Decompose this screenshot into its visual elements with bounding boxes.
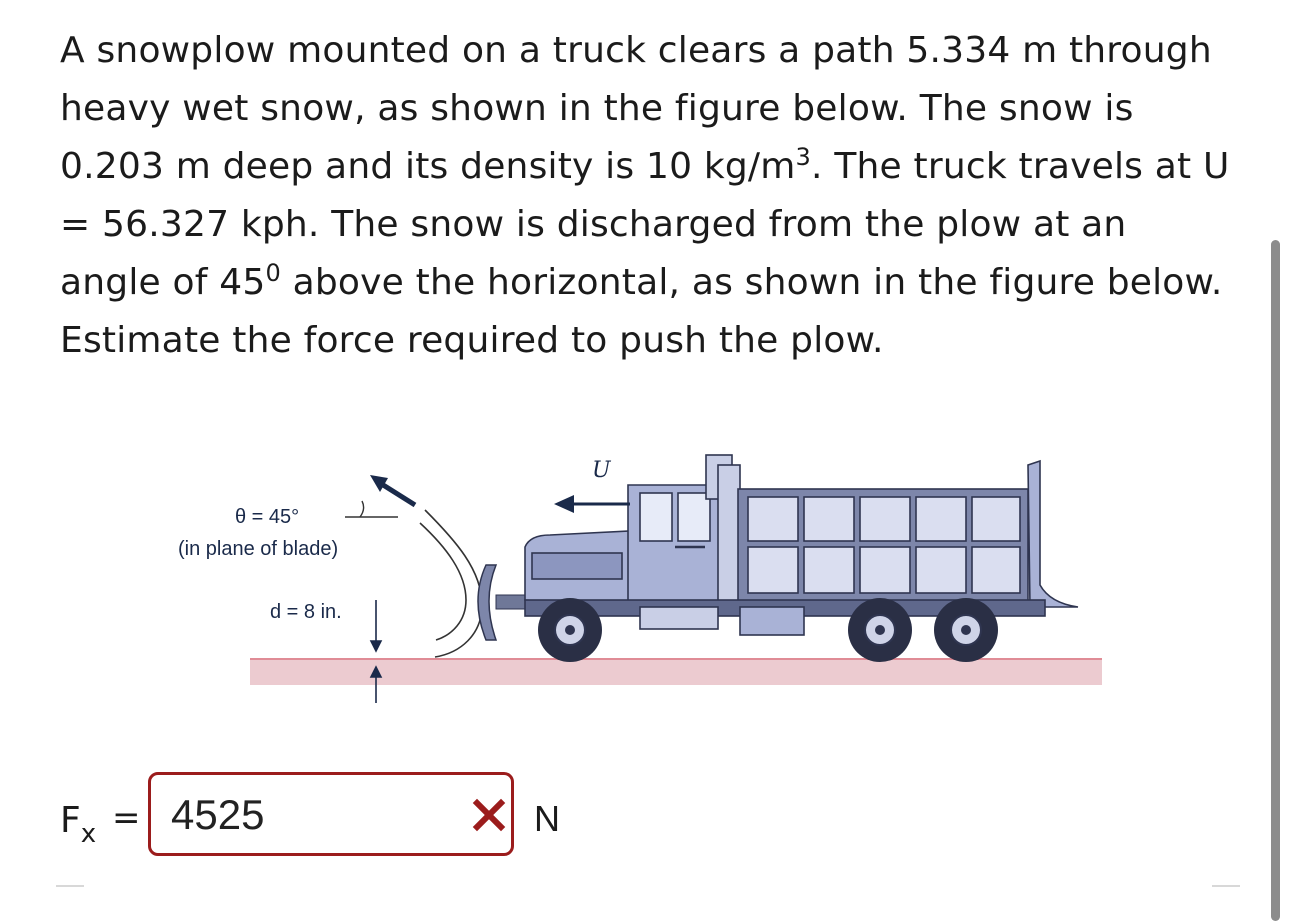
answer-row [60,772,620,862]
x-mark-icon [471,797,507,833]
dump-body [738,461,1078,607]
depth-label: d = 8 in. [270,601,342,623]
snow-flow-lines [420,510,482,657]
answer-input[interactable] [148,772,514,856]
problem-statement [60,22,1235,370]
equals-sign: = [112,798,141,838]
velocity-label: U [592,458,611,483]
force-label-main: F [60,800,81,841]
plane-label: (in plane of blade) [178,538,339,560]
superscript-cubed: 3 [795,143,812,171]
unit-label: N [534,798,560,839]
angle-indicator [345,501,398,517]
divider-right [1212,885,1240,887]
depth-arrows [371,600,381,703]
snowplow-truck-illustration [170,435,1120,705]
problem-text-2: . The truck travels at U = 56.327 kph. The snow is discharged from the plow at an angle of 45 [60,146,1230,303]
answer-value[interactable]: 4525 [171,791,265,838]
truck-cab [525,455,740,615]
problem-text-3: above the horizontal, as shown in the figure below. Estimate the force required to push the plow. [60,262,1223,361]
scrollbar[interactable] [1271,240,1280,921]
plow-blade [478,565,526,640]
force-label-subscript: x [80,819,97,849]
superscript-degree: 0 [265,259,281,287]
problem-text-1: A snowplow mounted on a truck clears a path 5.334 m through heavy wet snow, as shown in the figure below. The snow is 0.203 m deep and its density is 10 kg/m [60,30,1212,187]
snowplow-figure [170,435,1120,705]
force-label [60,800,96,849]
divider-left [56,885,84,887]
discharge-arrow [370,475,415,505]
velocity-arrow [554,495,630,513]
angle-label: θ = 45° [235,506,300,528]
